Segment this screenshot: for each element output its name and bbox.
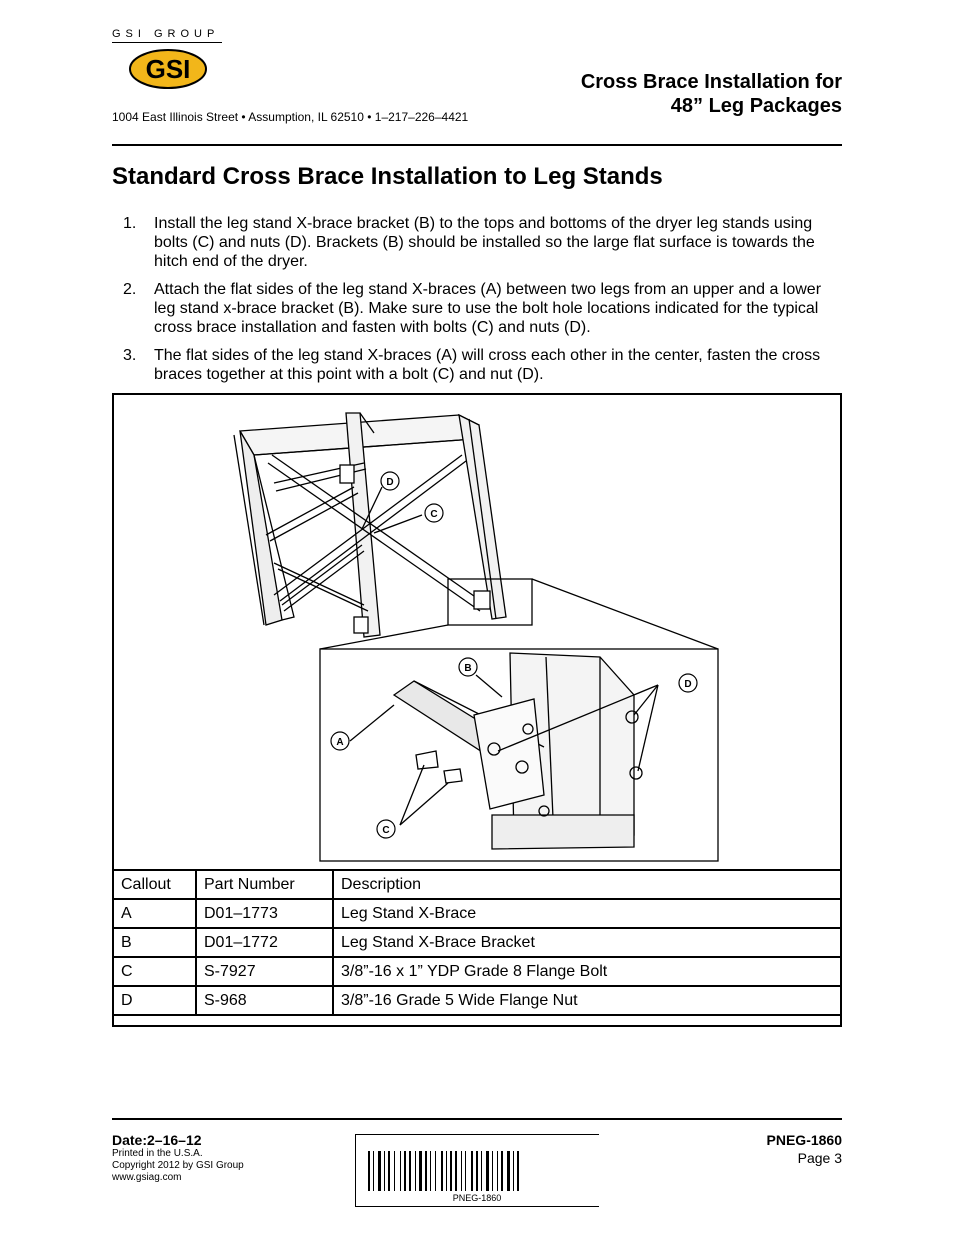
step-item [112, 214, 832, 271]
table-row [113, 957, 841, 986]
step-item [112, 280, 832, 337]
header-divider [112, 144, 842, 146]
brand-rule [112, 42, 222, 43]
gsi-logo [128, 48, 208, 90]
logo-text: GSI [145, 54, 191, 84]
header-description: Description [333, 870, 841, 899]
printed-location: Printed in the U.S.A. [112, 1148, 203, 1159]
cell-description: Leg Stand X-Brace [333, 899, 841, 928]
step-item [112, 346, 832, 384]
cell-callout: B [113, 928, 196, 957]
instruction-steps [112, 214, 832, 393]
step-number: 3. [123, 347, 137, 364]
footer-divider [112, 1118, 842, 1120]
svg-text:A: A [336, 737, 344, 748]
table-row [113, 986, 841, 1015]
table-header-row [113, 870, 841, 899]
step-text: Install the leg stand X-brace bracket (B) to the tops and bottoms of the dryer leg stands using bolts (C) and nuts (D). Brackets (B) should be installed so the large flat surface is towards the hitch end of the dryer. [154, 215, 815, 270]
cell-callout: A [113, 899, 196, 928]
cell-callout: D [113, 986, 196, 1015]
barcode-label: PNEG-1860 [452, 1193, 502, 1203]
cell-part-number: S-968 [196, 986, 333, 1015]
header-part-number: Part Number [196, 870, 333, 899]
step-text: Attach the flat sides of the leg stand X-braces (A) between two legs from an upper and a lower leg stand x-brace bracket (B). Make sure to use the bolt hole locations indicated for the typical cross brace installation and fasten with bolts (C) and nuts (D). [154, 281, 822, 336]
section-title: Standard Cross Brace Installation to Leg Stands [112, 163, 663, 190]
svg-text:B: B [464, 663, 472, 674]
table-row [113, 928, 841, 957]
svg-text:D: D [386, 477, 394, 488]
brand-group-label: GSI GROUP [112, 28, 220, 40]
callout-a [331, 732, 349, 750]
cell-part-number: S-7927 [196, 957, 333, 986]
document-title-line1: Cross Brace Installation for [580, 71, 842, 93]
svg-text:C: C [382, 825, 390, 836]
company-address: 1004 East Illinois Street • Assumption, IL 62510 • 1–217–226–4421 [112, 110, 469, 124]
callout-d-top [381, 472, 399, 490]
document-title-line2: 48” Leg Packages [670, 95, 842, 117]
cross-brace-illustration [114, 395, 840, 871]
cell-callout: C [113, 957, 196, 986]
brand-group-text [112, 28, 219, 40]
svg-text:C: C [430, 509, 438, 520]
callout-c [377, 820, 395, 838]
cell-description: Leg Stand X-Brace Bracket [333, 928, 841, 957]
step-text: The flat sides of the leg stand X-braces (A) will cross each other in the center, fasten the cross braces together at this point with a bolt (C) and nut (D). [154, 347, 821, 383]
step-number: 2. [123, 281, 137, 298]
cell-part-number: D01–1772 [196, 928, 333, 957]
svg-text:D: D [684, 679, 692, 690]
callout-c-top [425, 504, 443, 522]
step-number: 1. [123, 215, 137, 232]
header-callout: Callout [113, 870, 196, 899]
copyright-notice: Copyright 2012 by GSI Group [112, 1160, 244, 1171]
document-date: Date:2–16–12 [112, 1132, 202, 1148]
parts-table [112, 869, 842, 1016]
document-number: PNEG-1860 [766, 1132, 842, 1148]
page-number: Page 3 [797, 1150, 842, 1166]
website-link[interactable]: www.gsiag.com [112, 1172, 182, 1183]
document-title [581, 70, 842, 118]
callout-d [679, 674, 697, 692]
table-row [113, 899, 841, 928]
cell-description: 3/8”-16 x 1” YDP Grade 8 Flange Bolt [333, 957, 841, 986]
cell-part-number: D01–1773 [196, 899, 333, 928]
cell-description: 3/8”-16 Grade 5 Wide Flange Nut [333, 986, 841, 1015]
callout-b [459, 658, 477, 676]
